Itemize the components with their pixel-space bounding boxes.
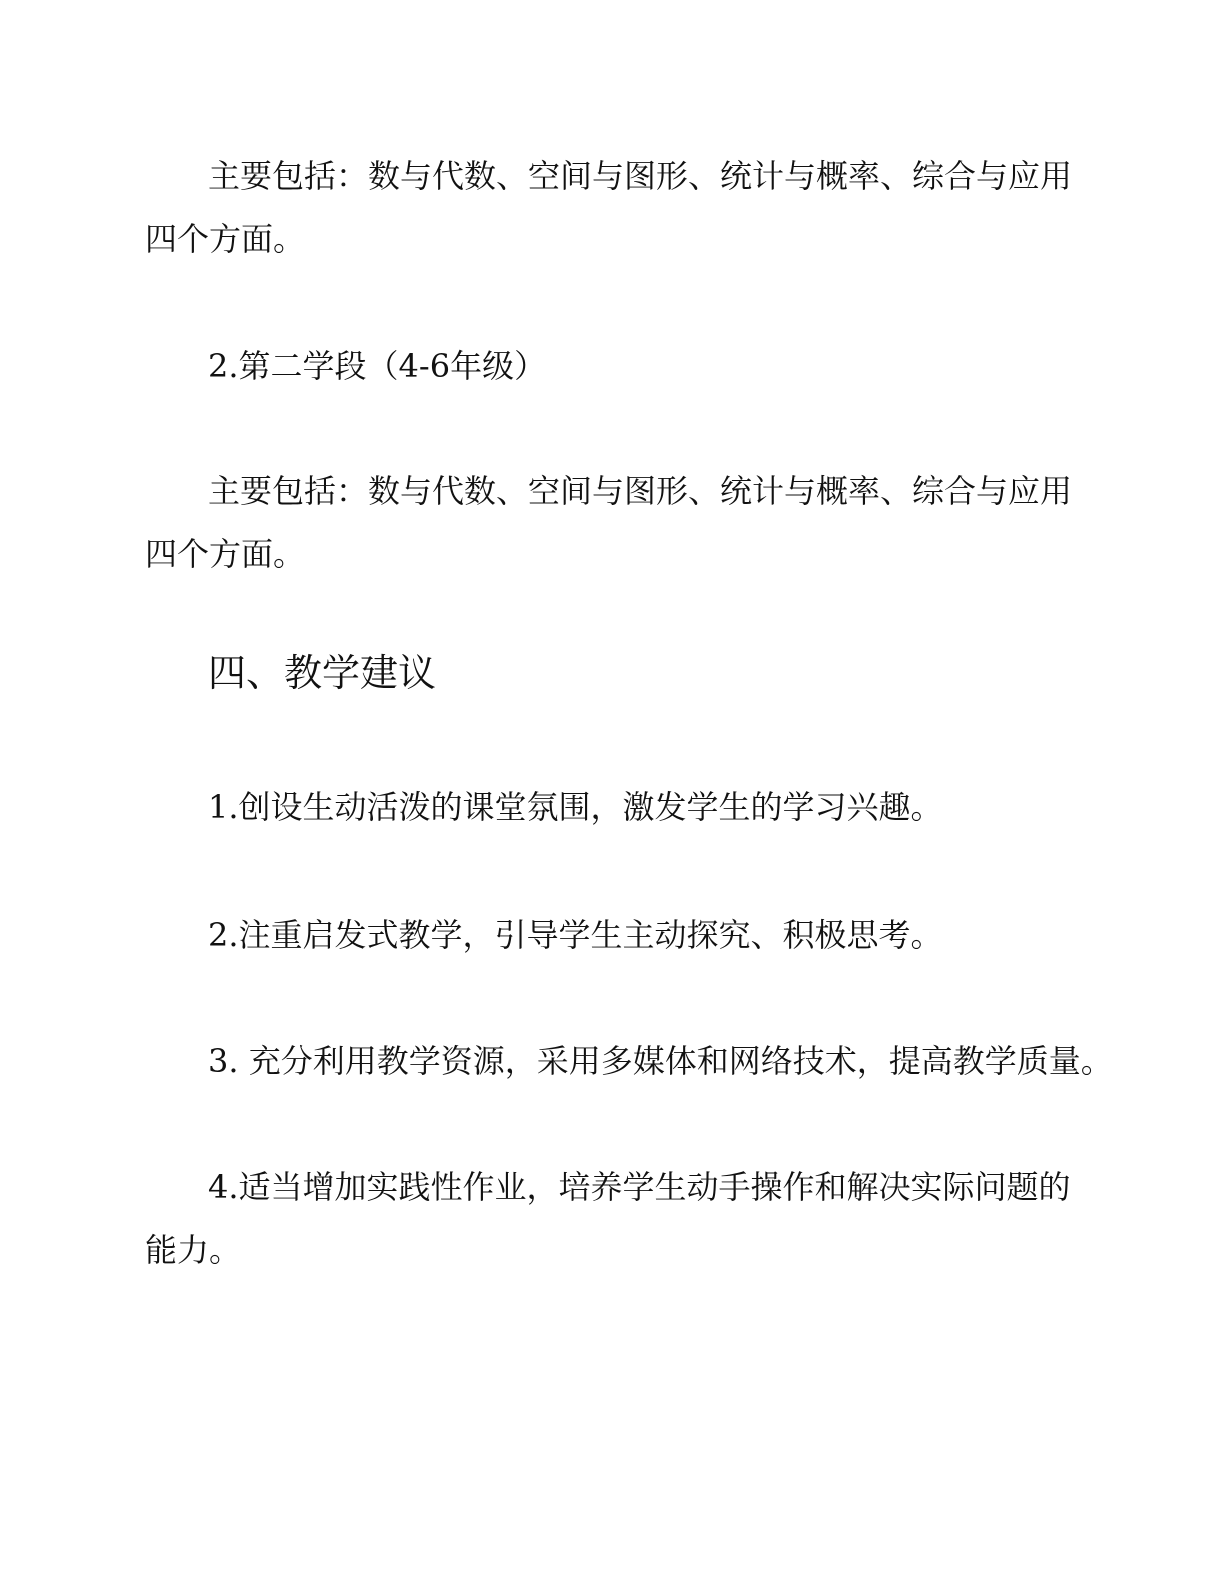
suggestion-3: 3. 充分利用教学资源，采用多媒体和网络技术，提高教学质量。 xyxy=(208,1042,1113,1080)
paragraph-2-line-1: 主要包括：数与代数、空间与图形、统计与概率、综合与应用 xyxy=(208,472,1073,510)
suggestion-2: 2.注重启发式教学，引导学生主动探究、积极思考。 xyxy=(208,916,943,954)
paragraph-2-line-2: 四个方面。 xyxy=(145,535,306,573)
suggestion-1: 1.创设生动活泼的课堂氛围，激发学生的学习兴趣。 xyxy=(208,788,943,826)
paragraph-1-line-2: 四个方面。 xyxy=(145,220,306,258)
paragraph-1-line-1: 主要包括：数与代数、空间与图形、统计与概率、综合与应用 xyxy=(208,157,1073,195)
subsection-title: 2.第二学段（4-6年级） xyxy=(208,347,547,385)
suggestion-4-line-2: 能力。 xyxy=(145,1231,242,1269)
suggestion-4-line-1: 4.适当增加实践性作业，培养学生动手操作和解决实际问题的 xyxy=(208,1168,1071,1206)
section-heading: 四、教学建议 xyxy=(208,651,437,695)
